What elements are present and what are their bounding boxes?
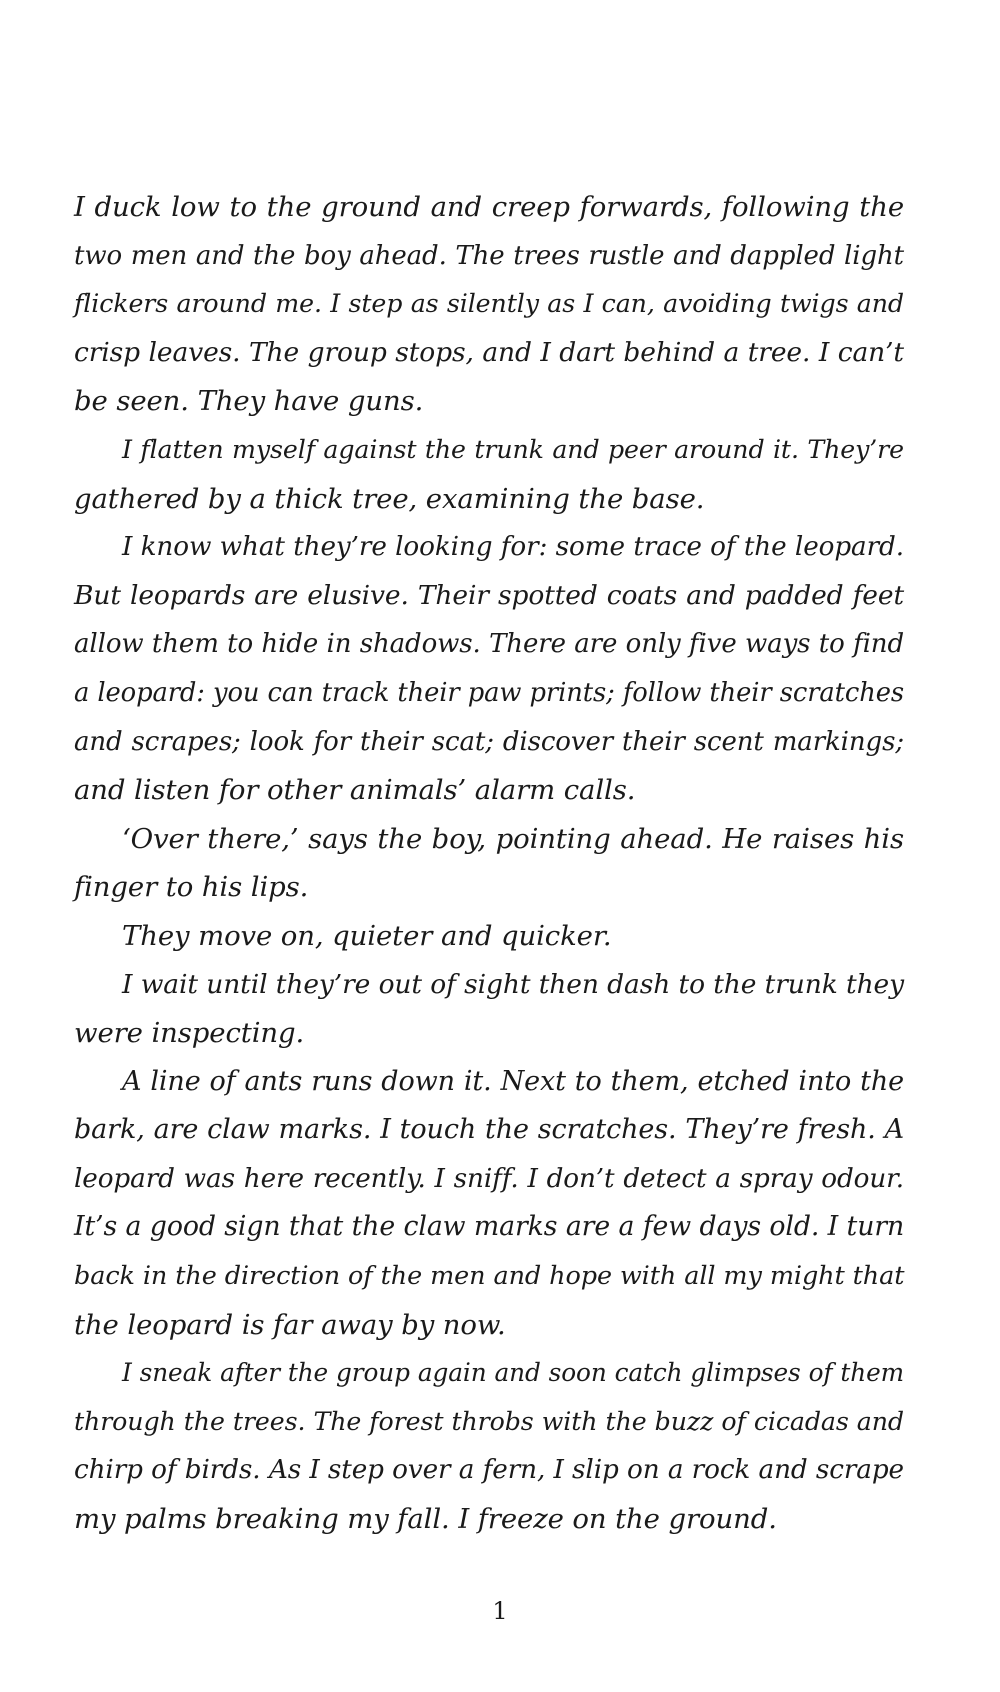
text-line: a leopard: you can track their paw prints; follow their scratches [74, 677, 904, 708]
text-line: crisp leaves. The group stops, and I dart behind a tree. I can’t [74, 336, 904, 368]
text-line: I wait until they’re out of sight then dash to the trunk they [122, 968, 904, 1000]
text-line: were inspecting. [74, 1017, 305, 1050]
text-line: two men and the boy ahead. The trees rustle and dappled light [74, 240, 904, 271]
text-line: and listen for other animals’ alarm calls. [74, 774, 636, 807]
text-line: I flatten myself against the trunk and peer around it. They’re [122, 434, 904, 464]
text-line: I know what they’re looking for: some trace of the leopard. [122, 532, 904, 563]
text-line: my palms breaking my fall. I freeze on the ground. [74, 1503, 777, 1536]
text-line: through the trees. The forest throbs with the buzz of cicadas and [74, 1406, 904, 1436]
text-line: chirp of birds. As I step over a fern, I slip on a rock and scrape [74, 1455, 904, 1486]
text-line: back in the direction of the men and hope with all my might that [74, 1261, 905, 1292]
text-line: allow them to hide in shadows. There are only five ways to find [74, 629, 904, 660]
text-line: be seen. They have guns. [74, 385, 424, 418]
text-line: the leopard is far away by now. [74, 1308, 506, 1341]
text-line: ‘Over there,’ says the boy, pointing ahead. He raises his [122, 822, 904, 855]
text-line: But leopards are elusive. Their spotted coats and padded feet [74, 579, 904, 611]
text-line: bark, are claw marks. I touch the scratches. They’re fresh. A [74, 1114, 904, 1146]
text-line: I sneak after the group again and soon catch glimpses of them [122, 1358, 904, 1388]
text-line: flickers around me. I step as silently as I can, avoiding twigs and [74, 289, 904, 319]
text-line: and scrapes; look for their scat; discover their scent markings; [74, 726, 904, 757]
body-text [74, 183, 904, 1544]
text-line: gathered by a thick tree, examining the base. [74, 482, 705, 515]
page-number: 1 [492, 1597, 508, 1625]
text-line: finger to his lips. [74, 871, 309, 904]
text-line: leopard was here recently. I sniff. I don’t detect a spray odour. [74, 1163, 904, 1194]
text-line: It’s a good sign that the claw marks are a few days old. I turn [74, 1211, 905, 1243]
text-line: A line of ants runs down it. Next to them, etched into the [122, 1065, 904, 1097]
text-line: I duck low to the ground and creep forwards, following the [74, 191, 904, 223]
text-line: They move on, quieter and quicker. [122, 919, 612, 952]
